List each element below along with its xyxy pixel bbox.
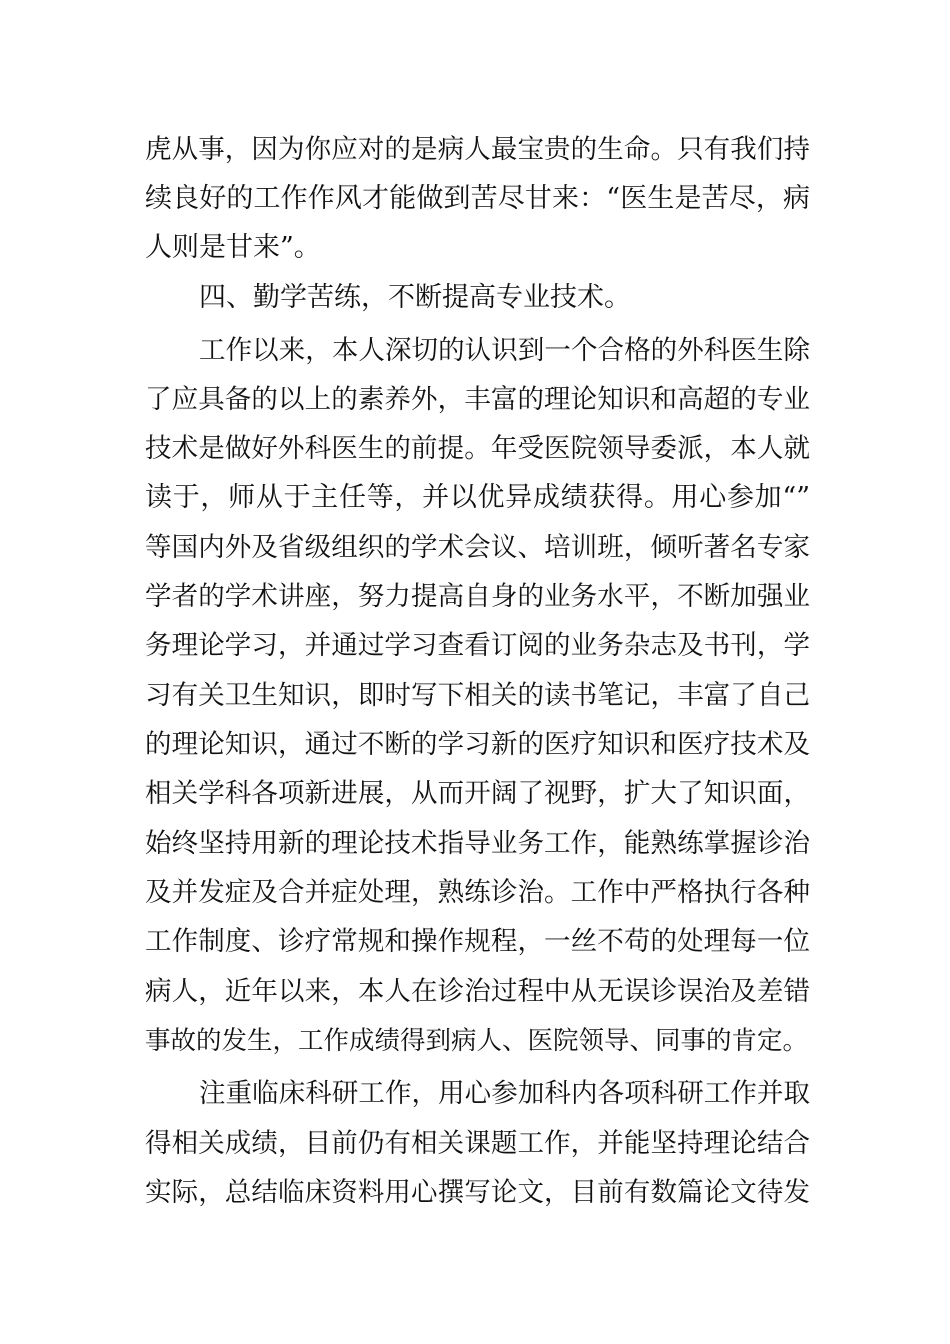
text-line: 虎从事，因为你应对的是病人最宝贵的生命。只有我们持 [145, 134, 810, 165]
paragraph-start-line: 注重临床科研工作，用心参加科内各项科研工作并取 [199, 1078, 810, 1109]
text-line: 学者的学术讲座，努力提高自身的业务水平，不断加强业 [145, 581, 810, 612]
section-heading: 四、勤学苦练，不断提高专业技术。 [199, 282, 631, 313]
text-line: 的理论知识，通过不断的学习新的医疗知识和医疗技术及 [145, 729, 810, 760]
text-line: 相关学科各项新进展，从而开阔了视野，扩大了知识面， [145, 778, 810, 809]
text-line: 病人，近年以来，本人在诊治过程中从无误诊误治及差错 [145, 976, 810, 1007]
text-line: 及并发症及合并症处理，熟练诊治。工作中严格执行各种 [145, 877, 810, 908]
text-line: 事故的发生，工作成绩得到病人、医院领导、同事的肯定。 [145, 1026, 809, 1056]
text-line: 读于，师从于主任等，并以优异成绩获得。用心参加“” [145, 482, 810, 513]
text-line: 续良好的工作作风才能做到苦尽甘来：“医生是苦尽，病 [145, 183, 810, 214]
text-line: 技术是做好外科医生的前提。年受医院领导委派，本人就 [145, 433, 810, 464]
text-line: 得相关成绩，目前仍有相关课题工作，并能坚持理论结合 [145, 1128, 810, 1159]
paragraph-start-line: 工作以来，本人深切的认识到一个合格的外科医生除 [199, 335, 810, 366]
text-line: 习有关卫生知识，即时写下相关的读书笔记，丰富了自己 [145, 680, 810, 711]
text-line: 务理论学习，并通过学习查看订阅的业务杂志及书刊，学 [145, 630, 810, 661]
text-line: 等国内外及省级组织的学术会议、培训班，倾听著名专家 [145, 532, 810, 563]
text-line: 始终坚持用新的理论技术指导业务工作，能熟练掌握诊治 [145, 828, 810, 859]
text-line: 工作制度、诊疗常规和操作规程，一丝不苟的处理每一位 [145, 926, 810, 957]
text-line: 了应具备的以上的素养外，丰富的理论知识和高超的专业 [145, 384, 810, 415]
text-line: 人则是甘来”。 [145, 232, 321, 263]
text-line: 实际，总结临床资料用心撰写论文，目前有数篇论文待发 [145, 1177, 810, 1208]
